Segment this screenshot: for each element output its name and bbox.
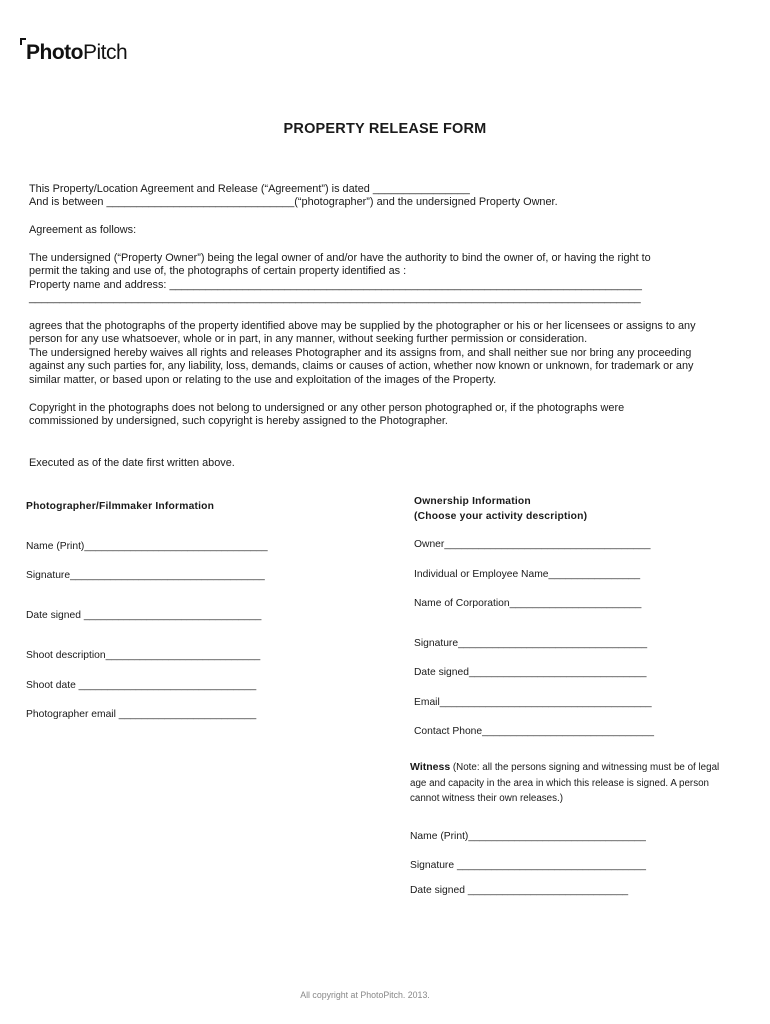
corporation-name-field[interactable]: Name of Corporation_______________________ [414,598,642,609]
owner-line-1: The undersigned (“Property Owner”) being the legal owner of and/or have the authority to bind the owner of, or having the right to [29,252,651,264]
executed-line: Executed as of the date first written above. [29,457,235,469]
property-address-line: _____________________________________________________________________________________________________ [29,292,641,304]
ownership-section-heading: Ownership Information [414,496,531,507]
page-title: PROPERTY RELEASE FORM [283,121,487,137]
terms-line-1: agrees that the photographs of the property identified above may be supplied by the photographer or his or her licensees or assigns to any [29,320,696,332]
photographer-name-field[interactable]: Name (Print)________________________________ [26,541,268,552]
owner-signature-field[interactable]: Signature_________________________________ [414,638,648,649]
individual-employee-name-field[interactable]: Individual or Employee Name________________ [414,569,641,580]
property-address-field: Property name and address: ______________________________________________________________________________ [29,279,642,291]
logo-part-bold: Photo [26,41,83,64]
owner-field[interactable]: Owner____________________________________ [414,539,651,550]
agreement-heading: Agreement as follows: [29,224,137,236]
witness-note-line-2: age and capacity in the area in which this release is signed. A person [410,777,709,789]
logo-part-light: Pitch [82,41,128,64]
photographer-section-heading: Photographer/Filmmaker Information [26,501,215,512]
copyright-line-1: Copyright in the photographs does not belong to undersigned or any other person photographed or, if the photographs were [29,402,625,414]
intro-parties-line: And is between _______________________________(“photographer”) and the undersigned Property Owner. [29,196,558,208]
owner-date-field[interactable]: Date signed_______________________________ [414,667,647,678]
terms-line-5: similar matter, or based upon or relating to the use and exploitation of the images of the Property. [29,374,497,386]
shoot-date-field[interactable]: Shoot date _______________________________ [26,680,257,691]
copyright-footer: All copyright at PhotoPitch. 2013. [300,990,430,1000]
terms-line-2: person for any use whatsoever, whole or in part, in any manner, without seeking further permission or consideration. [29,333,588,345]
photographer-date-field[interactable]: Date signed _______________________________ [26,610,262,621]
photographer-email-field[interactable]: Photographer email ________________________ [26,709,257,720]
witness-name-field[interactable]: Name (Print)_______________________________ [410,831,646,842]
witness-note-line-1: (Note: all the persons signing and witnessing must be of legal [450,762,720,773]
terms-line-4: against any such parties for, any liability, loss, demands, claims or causes of action, whether now known or unknown, for trademark or any [29,360,694,372]
witness-note [410,760,760,807]
photographer-signature-field[interactable]: Signature__________________________________ [26,570,265,581]
owner-email-field[interactable]: Email_____________________________________ [414,697,652,708]
copyright-line-2: commissioned by undersigned, such copyright is hereby assigned to the Photographer. [29,415,448,427]
contact-phone-field[interactable]: Contact Phone______________________________ [414,726,654,737]
witness-date-field[interactable]: Date signed ____________________________ [410,885,629,896]
witness-label: Witness [410,761,451,773]
witness-note-line-3: cannot witness their own releases.) [410,793,564,804]
owner-line-2: permit the taking and use of, the photographs of certain property identified as : [29,265,407,277]
intro-date-line: This Property/Location Agreement and Release (“Agreement”) is dated ________________ [29,183,470,195]
ownership-section-subheading: (Choose your activity description) [414,511,588,522]
witness-signature-field[interactable]: Signature _________________________________ [410,860,646,871]
logo-wordmark [26,41,127,65]
terms-line-3: The undersigned hereby waives all rights and releases Photographer and its assigns from, and shall neither sue nor bring any proceeding [29,347,692,359]
shoot-description-field[interactable]: Shoot description___________________________ [26,650,261,661]
